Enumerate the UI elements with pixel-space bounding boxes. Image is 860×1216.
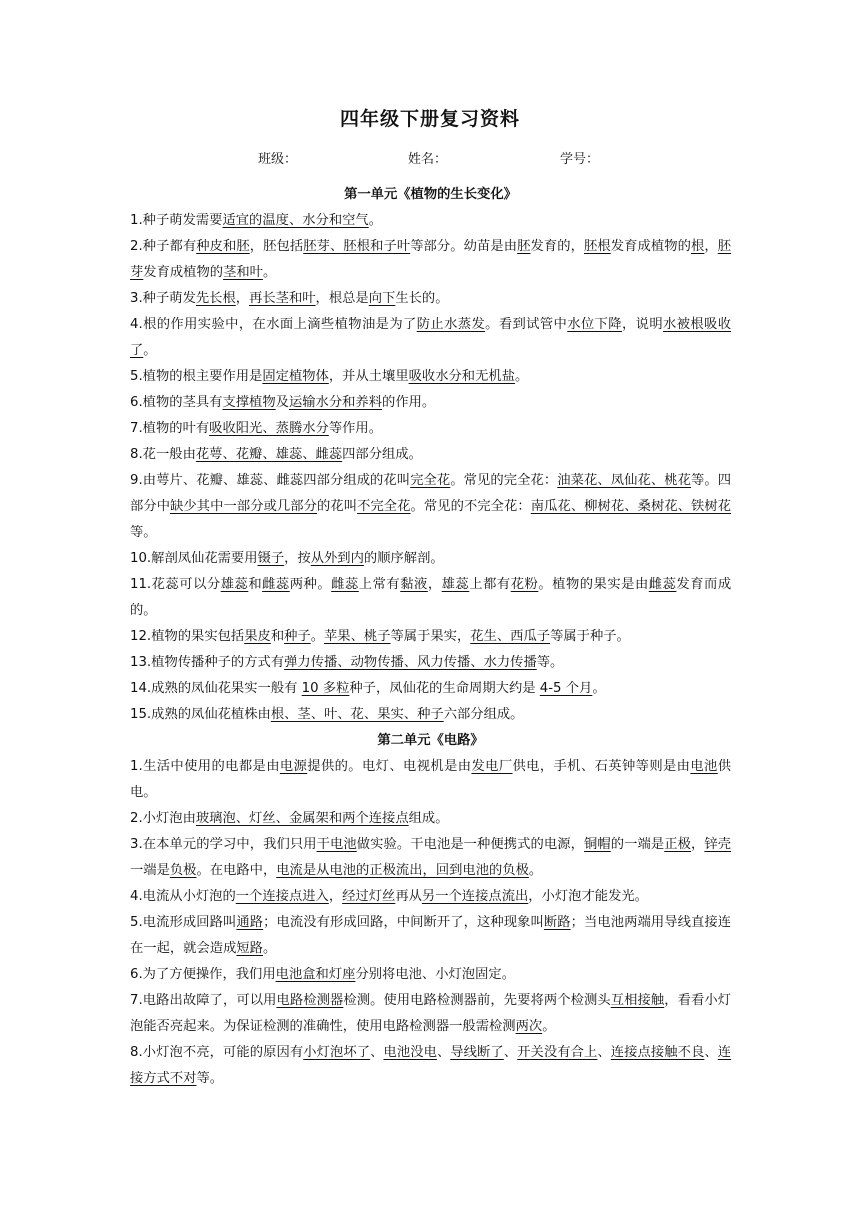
item-text: 再从 <box>395 889 422 904</box>
item-text: 。常见的完全花： <box>450 473 558 488</box>
item-text: 和 <box>248 577 263 592</box>
answer-underlined: 先长根 <box>195 291 236 306</box>
item-text: ；当电池两端用导线直接连在一起，就会造成 <box>130 915 732 956</box>
item-text: ，胚包括 <box>249 239 304 254</box>
answer-underlined: 电池盒和灯座 <box>275 967 356 982</box>
item-text: 。 <box>515 369 529 384</box>
answer-underlined: 黏液 <box>400 577 428 592</box>
item-text: 等属于果实， <box>390 629 471 644</box>
item-text: 供电。 <box>130 759 732 800</box>
item-text: ，根总是 <box>315 291 369 306</box>
answer-underlined: 再长茎和叶 <box>249 291 316 306</box>
answer-underlined: 玻璃泡、灯丝、金属架和两个连接点 <box>195 811 409 826</box>
answer-underlined: 支撑植物 <box>222 395 276 410</box>
item-text: 3.在本单元的学习中，我们只用 <box>130 837 317 852</box>
item-text: 等作用。 <box>328 421 383 436</box>
answer-underlined: 花萼、花瓣、雄蕊、雌蕊 <box>195 447 343 462</box>
answer-underlined: 油菜花、凤仙花、桃花 <box>557 473 691 488</box>
item-text: 1.生活中使用的电都是由 <box>130 759 280 774</box>
review-item <box>130 312 731 364</box>
answer-underlined: 完全花 <box>410 473 451 488</box>
review-item <box>130 884 731 910</box>
answer-underlined: 适宜的温度、水分和空气 <box>222 213 369 228</box>
item-text: ， <box>328 889 343 904</box>
answer-underlined: 水位下降 <box>567 317 622 332</box>
answer-underlined: 吸收水分和无机盐 <box>408 369 515 384</box>
item-text: 检测。使用电路检测器前，先要将两个检测头 <box>343 993 611 1008</box>
answer-underlined: 断路 <box>543 915 571 930</box>
answer-underlined: 两次 <box>515 1019 543 1034</box>
answer-underlined: 南瓜花、柳树花、桑树花、铁树花 <box>530 499 732 514</box>
review-item <box>130 1040 731 1092</box>
item-text: 、 <box>704 1045 718 1060</box>
review-item <box>130 702 731 728</box>
answer-underlined: 花粉 <box>510 577 539 592</box>
answer-underlined: 胚 <box>517 239 531 254</box>
item-text: ， <box>704 239 718 254</box>
item-text: 。植物的果实是由 <box>538 577 649 592</box>
answer-underlined: 防止水蒸发 <box>416 317 486 332</box>
student-id-label: 学号： <box>560 152 600 167</box>
answer-underlined: 镊子 <box>257 551 285 566</box>
answer-underlined: 发电厂 <box>471 759 513 774</box>
item-text: 2.小灯泡由 <box>130 811 196 826</box>
item-text: ，按 <box>284 551 311 566</box>
item-text: ，并从土壤里 <box>328 369 409 384</box>
item-text: ， <box>691 837 705 852</box>
answer-underlined: 电路检测器 <box>276 993 344 1008</box>
item-text: 一端是 <box>130 863 170 878</box>
answer-underlined: 干电池 <box>316 837 357 852</box>
answer-underlined: 雌蕊 <box>262 577 290 592</box>
item-text: 提供的。电灯、电视机是由 <box>307 759 472 774</box>
review-item <box>130 234 731 286</box>
item-text: 7.植物的叶有 <box>130 421 210 436</box>
item-text: 发育成植物的 <box>610 239 691 254</box>
review-item <box>130 988 731 1040</box>
item-text: 9.由萼片、花瓣、雄蕊、雌蕊四部分组成的花叫 <box>130 473 411 488</box>
review-item <box>130 624 731 650</box>
review-item <box>130 910 731 962</box>
item-text: 。 <box>368 213 383 228</box>
item-text: 等。四部分中 <box>130 473 732 514</box>
review-item <box>130 832 731 884</box>
answer-underlined: 水被根吸收了 <box>130 317 732 358</box>
item-text: 10.解剖凤仙花需要用 <box>130 551 258 566</box>
item-text: 1.种子萌发需要 <box>130 213 223 228</box>
item-text: 7.电路出故障了，可以用 <box>130 993 277 1008</box>
item-text: 13.植物传播种子的方式有 <box>130 655 285 670</box>
item-text: 8.小灯泡不亮，可能的原因有 <box>130 1045 304 1060</box>
item-text: 。看到试管中 <box>485 317 568 332</box>
item-text: 四部分组成。 <box>342 447 422 462</box>
answer-underlined: 花生、西瓜子 <box>470 629 551 644</box>
item-text: 上常有 <box>358 577 401 592</box>
answer-underlined: 不完全花 <box>357 499 411 514</box>
item-text: 等。 <box>196 1071 224 1086</box>
answer-underlined: 雌蕊 <box>648 577 677 592</box>
answer-underlined: 铜帽 <box>584 837 611 852</box>
answer-underlined: 雌蕊 <box>331 577 359 592</box>
answer-underlined: 连接方式不对 <box>130 1045 732 1086</box>
item-text: 等属于种子。 <box>550 629 630 644</box>
review-content <box>130 182 731 1092</box>
item-text: 两种。 <box>289 577 332 592</box>
item-text: ， <box>235 291 250 306</box>
item-text: 做实验。干电池是一种便携式的电源， <box>356 837 585 852</box>
answer-underlined: 连接点接触不良 <box>610 1045 705 1060</box>
item-text: 、 <box>597 1045 611 1060</box>
item-text: 、 <box>503 1045 518 1060</box>
answer-underlined: 导线断了 <box>450 1045 504 1060</box>
item-text: 及 <box>275 395 289 410</box>
item-text: 4.电流从小灯泡的 <box>130 889 236 904</box>
item-text: 5.电流形成回路叫 <box>130 915 237 930</box>
item-text: 的一端是 <box>610 837 665 852</box>
answer-underlined: 雄蕊 <box>441 577 470 592</box>
item-text: 供电，手机、石英钟等则是由 <box>512 759 691 774</box>
answer-underlined: 胚芽 <box>130 239 732 280</box>
item-text: 4.根的作用实验中，在水面上滴些植物油是为了 <box>130 317 417 332</box>
item-text: 。在电路中， <box>196 863 277 878</box>
review-item <box>130 390 731 416</box>
item-text: 、 <box>370 1045 384 1060</box>
answer-underlined: 另一个连接点流出 <box>421 889 529 904</box>
item-text: 3.种子萌发 <box>130 291 196 306</box>
answer-underlined: 电源 <box>279 759 308 774</box>
item-text: 。 <box>528 863 543 878</box>
item-text: 发育而成的。 <box>130 577 732 618</box>
item-text: 6.为了方便操作，我们用 <box>130 967 276 982</box>
answer-underlined: 电池 <box>690 759 718 774</box>
answer-underlined: 根、茎、叶、花、果实、种子 <box>270 707 444 722</box>
answer-underlined: 经过灯丝 <box>342 889 396 904</box>
answer-underlined: 电池没电 <box>383 1045 437 1060</box>
answer-underlined: 向下 <box>368 291 396 306</box>
item-text: ；电流没有形成回路，中间断开了，这种现象叫 <box>263 915 544 930</box>
unit-heading: 第一单元《植物的生长变化》 <box>344 187 517 202</box>
item-text: 等部分。幼苗是由 <box>410 239 518 254</box>
item-text: ，看看小灯泡能否亮起来。为保证检测的准确性，使用电路检测器一般需检测 <box>130 993 732 1034</box>
review-item <box>130 650 731 676</box>
item-text: ，说明 <box>621 317 664 332</box>
item-text: 15.成熟的凤仙花植株由 <box>130 707 271 722</box>
item-text: 。 <box>262 941 277 956</box>
item-text: 的花叫 <box>317 499 358 514</box>
item-text: 。 <box>542 1019 556 1034</box>
answer-underlined: 短路 <box>236 941 263 956</box>
item-text: 的作用。 <box>382 395 436 410</box>
item-text: 分别将电池、小灯泡固定。 <box>355 967 515 982</box>
answer-underlined: 固定植物体 <box>262 369 329 384</box>
unit-heading: 第二单元《电路》 <box>377 733 484 748</box>
answer-underlined: 苹果、桃子 <box>324 629 391 644</box>
answer-underlined: 开关没有合上 <box>517 1045 598 1060</box>
item-text: 等。 <box>536 655 564 670</box>
item-text: 六部分组成。 <box>443 707 524 722</box>
item-text: 。 <box>143 343 157 358</box>
item-text: ，小灯泡才能发光。 <box>528 889 648 904</box>
review-item <box>130 806 731 832</box>
answer-underlined: 胚根 <box>584 239 611 254</box>
review-item <box>130 572 731 624</box>
review-item <box>130 676 731 702</box>
answer-underlined: 负极 <box>169 863 197 878</box>
item-text: 5.植物的根主要作用是 <box>130 369 263 384</box>
review-item <box>130 962 731 988</box>
item-text: 组成。 <box>408 811 449 826</box>
answer-underlined: 缺少其中一部分或几部分 <box>170 499 318 514</box>
answer-underlined: 种皮和胚 <box>196 239 250 254</box>
answer-underlined: 弹力传播、动物传播、风力传播、水力传播 <box>284 655 537 670</box>
item-text: 。 <box>262 265 277 280</box>
answer-underlined: 运输水分和养料 <box>288 395 383 410</box>
answer-underlined: 胚芽、胚根和子叶 <box>303 239 411 254</box>
answer-underlined: 小灯泡坏了 <box>303 1045 371 1060</box>
answer-underlined: 一个连接点进入 <box>235 889 329 904</box>
review-item <box>130 754 731 806</box>
answer-underlined: 正极 <box>664 837 692 852</box>
review-item <box>130 364 731 390</box>
review-item <box>130 286 731 312</box>
item-text: 上都有 <box>469 577 511 592</box>
answer-underlined: 根 <box>691 239 705 254</box>
item-text: 的顺序解剖。 <box>363 551 444 566</box>
answer-underlined: 茎和叶 <box>223 265 263 280</box>
review-item <box>130 442 731 468</box>
item-text: 2.种子都有 <box>130 239 197 254</box>
item-text: 生长的。 <box>395 291 449 306</box>
answer-underlined: 10 多粒 <box>301 681 350 696</box>
item-text: 发育成植物的 <box>143 265 224 280</box>
item-text: 和 <box>270 629 285 644</box>
item-text: 发育的， <box>530 239 585 254</box>
item-text: 11.花蕊可以分 <box>130 577 221 592</box>
answer-underlined: 吸收阳光、蒸腾水分 <box>209 421 329 436</box>
review-item <box>130 546 731 572</box>
item-text: 12.植物的果实包括 <box>130 629 245 644</box>
answer-underlined: 4-5 个月 <box>539 681 593 696</box>
answer-underlined: 电流是从电池的正极流出，回到电池的负极 <box>276 863 529 878</box>
item-text: 。常见的不完全花： <box>410 499 531 514</box>
item-text: 8.花一般由 <box>130 447 196 462</box>
item-text: ， <box>427 577 442 592</box>
review-item <box>130 208 731 234</box>
name-label: 姓名： <box>408 152 448 167</box>
item-text: 种子，凤仙花的生命周期大约是 <box>349 681 540 696</box>
item-text: 等。 <box>130 525 157 540</box>
answer-underlined: 锌壳 <box>704 837 732 852</box>
class-label: 班级： <box>258 152 298 167</box>
item-text: 。 <box>310 629 325 644</box>
answer-underlined: 互相接触 <box>610 993 665 1008</box>
review-item <box>130 468 731 546</box>
review-item <box>130 416 731 442</box>
document-title: 四年级下册复习资料 <box>339 108 520 130</box>
answer-underlined: 雄蕊 <box>220 577 249 592</box>
answer-underlined: 从外到内 <box>310 551 364 566</box>
answer-underlined: 果皮 <box>244 629 271 644</box>
answer-underlined: 种子 <box>284 629 311 644</box>
answer-underlined: 通路 <box>236 915 264 930</box>
item-text: 。 <box>592 681 606 696</box>
item-text: 14.成熟的凤仙花果实一般有 <box>130 681 302 696</box>
item-text: 6.植物的茎具有 <box>130 395 223 410</box>
item-text: 、 <box>436 1045 451 1060</box>
